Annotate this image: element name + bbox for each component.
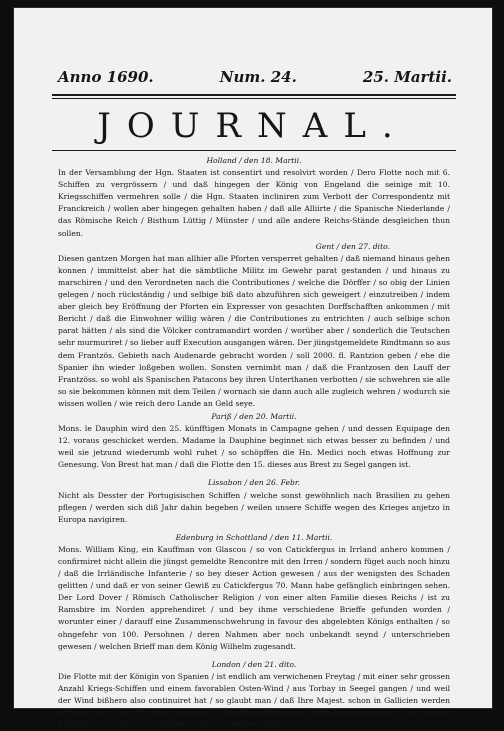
- issue-number: Num. 24.: [219, 68, 297, 86]
- article-text: Diesen gantzen Morgen hat man allhier alle Pforten versperret gehalten / daß niemand hinaus gehen konnen / immittelst aber hat die sämbtliche Militz im Gewehr parat gestanden / und hinaus zu marschiren / und den Verordneten nach die Contributiones / welche die Dörffer / so obig der Linien gelegen / noch rückständig / und selbige biß dato abzuführen sich geweigert / einzutreiben / indem aber gleich bey Eröffnung der Pforten ein Expresser von gesachten Dorffschafften ankommen / mit Bericht / daß die Einwohner willig wären / die Contributiones zu entrichten / auch selbige schon parat hätten / als sind die Völcker contramandirt worden / worüber aber / sonderlich die Teutschen sehr murmuriret / so lieber auff Execution ausgangen wären. Der jüngstgemeldete Rindtmann so aus dem Frantzös. Gebieth nach Audenarde gebracht worden / soll 2000. fl. Rantzion geben / ehe die Spanier ihn wieder loßgeben wollen. Sonsten vernimbt man / daß die Frantzosen den Lauff der Frantzöss. so wohl als Spanischen Patacons bey ihren Unterthanen verbotten / sie schwehren sie alle so sie bekommen können mit dem Teilen / wornach sie dann auch alle zugleich wehren / wodurch sie wissen wollen / wie reich dero Lande an Geld seye.: [58, 253, 450, 408]
- newspaper-page: [14, 8, 492, 730]
- article-body: [58, 154, 450, 730]
- title-rule: [52, 150, 456, 151]
- article-text: Mons. William King, ein Kauffman von Glascou / so von Catickfergus in Irrland anhero kommen / confirmiret nicht allein die jüngst gemeldte Rencontre mit den Irren / sondern füget auch noch hinzu / daß die Irrländische Infanterie / so bey dieser Action gewesen / aus der wenigsten des Schaden gelitten / und daß er von seiner Gewiß zu Catickfergus 70. Mann habe gefänglich einbringen sehen. Der Lord Dover / Römisch Catholischer Religion / von einer alten Familie dieses Reichs / ist zu Ramsbire im Norden apprehendiret / und bey ihme verschiedene Brieffe gefunden worden / worunter einer / darauff eine Zusammenschwehrung in favour des abgelebten Königs enthalten / so ohngefehr von 100. Persohnen / deren Nahmen aber noch unbekandt seynd / unterschrieben gewesen / welchen Brieff man dem König Wilhelm zugesandt.: [58, 544, 450, 651]
- dateline: London / den 21. dito.: [211, 659, 297, 669]
- spacer: [58, 471, 450, 476]
- section-london: [58, 659, 450, 731]
- spacer: [58, 526, 450, 531]
- section-gent: [58, 241, 450, 410]
- dateline: Holland / den 18. Martii.: [206, 156, 302, 165]
- issue-year: Anno 1690.: [58, 68, 154, 86]
- dateline: Lissabon / den 26. Febr.: [207, 478, 301, 488]
- article-text: Mons. le Dauphin wird den 25. künfftigen Monats in Campagne gehen / und dessen Equipage den 12. voraus geschicket werden. Madame la Dauphine beginnet sich etwas besser zu befinden / und weil sie jetzund wiederumb wohl ruhet / so schöpffen die Hn. Medici noch etwas Hoffnung zur Genesung. Von Brest hat man / daß die Flotte den 15. dieses aus Brest zu Segel gangen ist.: [58, 424, 450, 470]
- article-text: Die Flotte mit der Königin von Spanien / ist endlich am verwichenen Freytag / mit einer sehr grossen Anzahl Kriegs-Schiffen und einem favorablen Osten-Wind / aus Torbay in Seegel gangen / und weil der Wind bißhero also continuiret hat / so glaubt man / daß Ihre Majest. schon in Gallicien werden arriviret seyn. Den 17. dieses wurden 2. Battallions Dähnen in Highlake embarquiret / Eine andere Battallion marschirte zu solchem Ende von Chester dahin / und: [58, 671, 450, 730]
- section-holland: [58, 155, 450, 240]
- dateline: Pariß / den 20. Martii.: [211, 411, 297, 421]
- section-paris: [58, 411, 450, 471]
- spacer: [58, 653, 450, 658]
- dateline: Edenburg in Schottland / den 11. Martii.: [175, 532, 333, 542]
- article-text: Nicht als Desster der Portugisischen Schiffen / welche sonst gewöhnlich nach Brasilien zu gehen pflegen / werden sich diß Jahr dahin begeben / weilen unsere Schiffe wegen des Krieges anjetzo in Europa navigiren.: [58, 490, 450, 524]
- masthead: [58, 58, 452, 86]
- page-title: JOURNAL.: [97, 106, 409, 146]
- masthead-rule-thick: [52, 94, 456, 96]
- issue-date: 25. Martii.: [362, 68, 452, 86]
- dateline: Gent / den 27. dito.: [315, 241, 390, 251]
- section-lissabon: [58, 477, 450, 525]
- section-edenburg: [58, 532, 450, 653]
- masthead-rule-thin: [52, 98, 456, 99]
- article-text: In der Versamblung der Hgn. Staaten ist consentirt und resolvirt worden / Dero Flotte noch mit 6. Schiffen zu vergrössern / und daß hingegen der König von Engeland die seinige mit 10. Kriegsschiffen vermehren solle / die Hgn. Staaten incliniren zum Verbott der Correspondentz mit Franckreich / wollen aber hingegen gehalten haben / daß alle Alliirte / die Spanische Niederlande / das Römische Reich / Bisthum Lüttig / Münster / und alle andere Reichs-Stände desgleichen thun sollen.: [58, 168, 450, 238]
